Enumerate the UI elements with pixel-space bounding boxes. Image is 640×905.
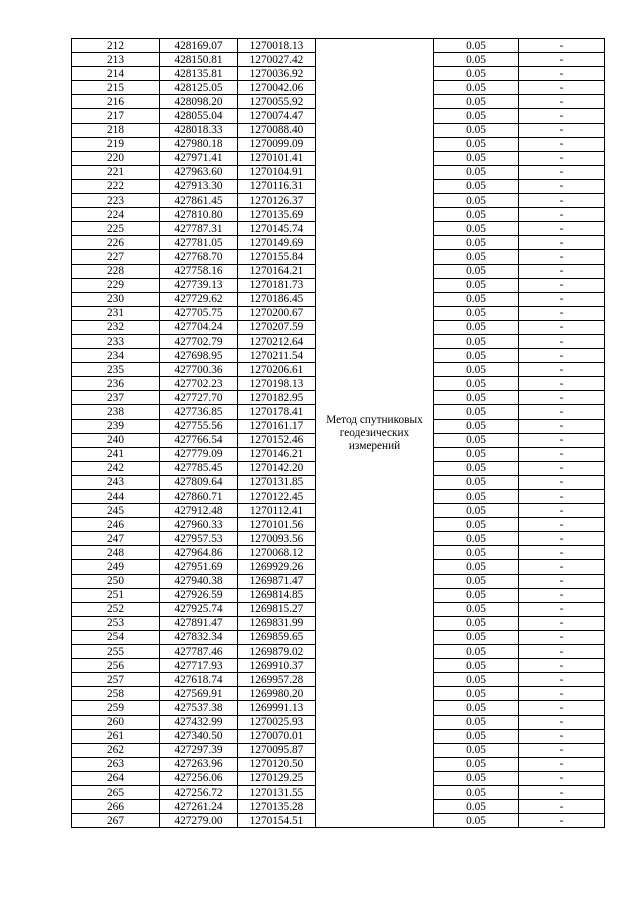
y-coordinate-cell: 1270088.40 <box>238 123 316 137</box>
y-coordinate-cell: 1270206.61 <box>238 363 316 377</box>
y-coordinate-cell: 1270055.92 <box>238 95 316 109</box>
x-coordinate-cell: 427766.54 <box>160 433 238 447</box>
point-number-cell: 226 <box>72 236 160 250</box>
note-cell: - <box>519 264 605 278</box>
point-number-cell: 221 <box>72 165 160 179</box>
x-coordinate-cell: 427256.72 <box>160 785 238 799</box>
point-number-cell: 224 <box>72 208 160 222</box>
y-coordinate-cell: 1270146.21 <box>238 447 316 461</box>
y-coordinate-cell: 1270149.69 <box>238 236 316 250</box>
y-coordinate-cell: 1269879.02 <box>238 645 316 659</box>
x-coordinate-cell: 428055.04 <box>160 109 238 123</box>
x-coordinate-cell: 427698.95 <box>160 349 238 363</box>
y-coordinate-cell: 1270036.92 <box>238 67 316 81</box>
accuracy-cell: 0.05 <box>434 602 519 616</box>
x-coordinate-cell: 427940.38 <box>160 574 238 588</box>
x-coordinate-cell: 427768.70 <box>160 250 238 264</box>
note-cell: - <box>519 800 605 814</box>
point-number-cell: 258 <box>72 687 160 701</box>
y-coordinate-cell: 1270018.13 <box>238 39 316 53</box>
y-coordinate-cell: 1270131.55 <box>238 785 316 799</box>
accuracy-cell: 0.05 <box>434 490 519 504</box>
note-cell: - <box>519 278 605 292</box>
note-cell: - <box>519 208 605 222</box>
y-coordinate-cell: 1270099.09 <box>238 137 316 151</box>
y-coordinate-cell: 1270104.91 <box>238 165 316 179</box>
y-coordinate-cell: 1269814.85 <box>238 588 316 602</box>
point-number-cell: 244 <box>72 490 160 504</box>
point-number-cell: 260 <box>72 715 160 729</box>
y-coordinate-cell: 1270142.20 <box>238 461 316 475</box>
y-coordinate-cell: 1270211.54 <box>238 349 316 363</box>
y-coordinate-cell: 1269910.37 <box>238 659 316 673</box>
y-coordinate-cell: 1269815.27 <box>238 602 316 616</box>
x-coordinate-cell: 427810.80 <box>160 208 238 222</box>
point-number-cell: 238 <box>72 405 160 419</box>
accuracy-cell: 0.05 <box>434 447 519 461</box>
accuracy-cell: 0.05 <box>434 123 519 137</box>
accuracy-cell: 0.05 <box>434 433 519 447</box>
point-number-cell: 264 <box>72 771 160 785</box>
x-coordinate-cell: 427702.79 <box>160 334 238 348</box>
x-coordinate-cell: 427860.71 <box>160 490 238 504</box>
point-number-cell: 266 <box>72 800 160 814</box>
point-number-cell: 215 <box>72 81 160 95</box>
x-coordinate-cell: 427963.60 <box>160 165 238 179</box>
note-cell: - <box>519 179 605 193</box>
point-number-cell: 255 <box>72 645 160 659</box>
accuracy-cell: 0.05 <box>434 151 519 165</box>
y-coordinate-cell: 1270154.51 <box>238 814 316 828</box>
note-cell: - <box>519 292 605 306</box>
x-coordinate-cell: 427256.06 <box>160 771 238 785</box>
point-number-cell: 261 <box>72 729 160 743</box>
x-coordinate-cell: 428125.05 <box>160 81 238 95</box>
point-number-cell: 265 <box>72 785 160 799</box>
point-number-cell: 249 <box>72 560 160 574</box>
y-coordinate-cell: 1270042.06 <box>238 81 316 95</box>
y-coordinate-cell: 1270129.25 <box>238 771 316 785</box>
x-coordinate-cell: 427891.47 <box>160 616 238 630</box>
x-coordinate-cell: 427809.64 <box>160 475 238 489</box>
accuracy-cell: 0.05 <box>434 278 519 292</box>
x-coordinate-cell: 427739.13 <box>160 278 238 292</box>
note-cell: - <box>519 532 605 546</box>
point-number-cell: 223 <box>72 194 160 208</box>
x-coordinate-cell: 427432.99 <box>160 715 238 729</box>
y-coordinate-cell: 1270135.69 <box>238 208 316 222</box>
accuracy-cell: 0.05 <box>434 800 519 814</box>
accuracy-cell: 0.05 <box>434 518 519 532</box>
x-coordinate-cell: 427263.96 <box>160 757 238 771</box>
point-number-cell: 267 <box>72 814 160 828</box>
y-coordinate-cell: 1270122.45 <box>238 490 316 504</box>
x-coordinate-cell: 427618.74 <box>160 673 238 687</box>
x-coordinate-cell: 427705.75 <box>160 306 238 320</box>
y-coordinate-cell: 1270145.74 <box>238 222 316 236</box>
point-number-cell: 227 <box>72 250 160 264</box>
accuracy-cell: 0.05 <box>434 53 519 67</box>
point-number-cell: 240 <box>72 433 160 447</box>
x-coordinate-cell: 427727.70 <box>160 391 238 405</box>
point-number-cell: 245 <box>72 504 160 518</box>
note-cell: - <box>519 715 605 729</box>
x-coordinate-cell: 427971.41 <box>160 151 238 165</box>
y-coordinate-cell: 1270093.56 <box>238 532 316 546</box>
y-coordinate-cell: 1270207.59 <box>238 320 316 334</box>
y-coordinate-cell: 1270068.12 <box>238 546 316 560</box>
note-cell: - <box>519 785 605 799</box>
point-number-cell: 247 <box>72 532 160 546</box>
x-coordinate-cell: 427736.85 <box>160 405 238 419</box>
accuracy-cell: 0.05 <box>434 236 519 250</box>
accuracy-cell: 0.05 <box>434 814 519 828</box>
accuracy-cell: 0.05 <box>434 461 519 475</box>
note-cell: - <box>519 433 605 447</box>
note-cell: - <box>519 137 605 151</box>
accuracy-cell: 0.05 <box>434 574 519 588</box>
point-number-cell: 231 <box>72 306 160 320</box>
y-coordinate-cell: 1270112.41 <box>238 504 316 518</box>
x-coordinate-cell: 427787.46 <box>160 645 238 659</box>
point-number-cell: 229 <box>72 278 160 292</box>
x-coordinate-cell: 427964.86 <box>160 546 238 560</box>
y-coordinate-cell: 1270101.56 <box>238 518 316 532</box>
y-coordinate-cell: 1270212.64 <box>238 334 316 348</box>
point-number-cell: 222 <box>72 179 160 193</box>
point-number-cell: 259 <box>72 701 160 715</box>
y-coordinate-cell: 1270101.41 <box>238 151 316 165</box>
point-number-cell: 235 <box>72 363 160 377</box>
accuracy-cell: 0.05 <box>434 39 519 53</box>
note-cell: - <box>519 673 605 687</box>
accuracy-cell: 0.05 <box>434 222 519 236</box>
point-number-cell: 217 <box>72 109 160 123</box>
x-coordinate-cell: 427781.05 <box>160 236 238 250</box>
y-coordinate-cell: 1270070.01 <box>238 729 316 743</box>
accuracy-cell: 0.05 <box>434 771 519 785</box>
x-coordinate-cell: 427702.23 <box>160 377 238 391</box>
accuracy-cell: 0.05 <box>434 377 519 391</box>
method-cell: Метод спутниковых геодезических измерений <box>316 39 434 828</box>
note-cell: - <box>519 165 605 179</box>
note-cell: - <box>519 701 605 715</box>
accuracy-cell: 0.05 <box>434 194 519 208</box>
point-number-cell: 246 <box>72 518 160 532</box>
note-cell: - <box>519 814 605 828</box>
note-cell: - <box>519 320 605 334</box>
point-number-cell: 239 <box>72 419 160 433</box>
note-cell: - <box>519 659 605 673</box>
note-cell: - <box>519 461 605 475</box>
point-number-cell: 218 <box>72 123 160 137</box>
y-coordinate-cell: 1270182.95 <box>238 391 316 405</box>
accuracy-cell: 0.05 <box>434 616 519 630</box>
point-number-cell: 250 <box>72 574 160 588</box>
accuracy-cell: 0.05 <box>434 250 519 264</box>
point-number-cell: 230 <box>72 292 160 306</box>
accuracy-cell: 0.05 <box>434 475 519 489</box>
note-cell: - <box>519 39 605 53</box>
point-number-cell: 216 <box>72 95 160 109</box>
y-coordinate-cell: 1269859.65 <box>238 630 316 644</box>
x-coordinate-cell: 428150.81 <box>160 53 238 67</box>
x-coordinate-cell: 428098.20 <box>160 95 238 109</box>
accuracy-cell: 0.05 <box>434 560 519 574</box>
accuracy-cell: 0.05 <box>434 687 519 701</box>
accuracy-cell: 0.05 <box>434 645 519 659</box>
x-coordinate-cell: 428169.07 <box>160 39 238 53</box>
y-coordinate-cell: 1270155.84 <box>238 250 316 264</box>
accuracy-cell: 0.05 <box>434 701 519 715</box>
note-cell: - <box>519 518 605 532</box>
y-coordinate-cell: 1270186.45 <box>238 292 316 306</box>
accuracy-cell: 0.05 <box>434 137 519 151</box>
accuracy-cell: 0.05 <box>434 405 519 419</box>
note-cell: - <box>519 729 605 743</box>
x-coordinate-cell: 428018.33 <box>160 123 238 137</box>
x-coordinate-cell: 427569.91 <box>160 687 238 701</box>
coordinates-table <box>71 38 605 828</box>
accuracy-cell: 0.05 <box>434 334 519 348</box>
y-coordinate-cell: 1269957.28 <box>238 673 316 687</box>
point-number-cell: 234 <box>72 349 160 363</box>
point-number-cell: 242 <box>72 461 160 475</box>
note-cell: - <box>519 53 605 67</box>
note-cell: - <box>519 236 605 250</box>
y-coordinate-cell: 1270200.67 <box>238 306 316 320</box>
y-coordinate-cell: 1270074.47 <box>238 109 316 123</box>
note-cell: - <box>519 574 605 588</box>
y-coordinate-cell: 1270198.13 <box>238 377 316 391</box>
accuracy-cell: 0.05 <box>434 109 519 123</box>
y-coordinate-cell: 1270116.31 <box>238 179 316 193</box>
point-number-cell: 243 <box>72 475 160 489</box>
note-cell: - <box>519 81 605 95</box>
note-cell: - <box>519 616 605 630</box>
x-coordinate-cell: 427755.56 <box>160 419 238 433</box>
x-coordinate-cell: 427279.00 <box>160 814 238 828</box>
x-coordinate-cell: 427787.31 <box>160 222 238 236</box>
x-coordinate-cell: 427926.59 <box>160 588 238 602</box>
point-number-cell: 212 <box>72 39 160 53</box>
x-coordinate-cell: 427340.50 <box>160 729 238 743</box>
y-coordinate-cell: 1270120.50 <box>238 757 316 771</box>
point-number-cell: 254 <box>72 630 160 644</box>
x-coordinate-cell: 428135.81 <box>160 67 238 81</box>
point-number-cell: 232 <box>72 320 160 334</box>
point-number-cell: 256 <box>72 659 160 673</box>
note-cell: - <box>519 405 605 419</box>
note-cell: - <box>519 588 605 602</box>
accuracy-cell: 0.05 <box>434 292 519 306</box>
x-coordinate-cell: 427704.24 <box>160 320 238 334</box>
note-cell: - <box>519 475 605 489</box>
note-cell: - <box>519 334 605 348</box>
point-number-cell: 219 <box>72 137 160 151</box>
accuracy-cell: 0.05 <box>434 785 519 799</box>
x-coordinate-cell: 427951.69 <box>160 560 238 574</box>
y-coordinate-cell: 1270164.21 <box>238 264 316 278</box>
y-coordinate-cell: 1269831.99 <box>238 616 316 630</box>
accuracy-cell: 0.05 <box>434 349 519 363</box>
x-coordinate-cell: 427925.74 <box>160 602 238 616</box>
note-cell: - <box>519 743 605 757</box>
x-coordinate-cell: 427960.33 <box>160 518 238 532</box>
y-coordinate-cell: 1269871.47 <box>238 574 316 588</box>
note-cell: - <box>519 151 605 165</box>
x-coordinate-cell: 427913.30 <box>160 179 238 193</box>
point-number-cell: 225 <box>72 222 160 236</box>
note-cell: - <box>519 363 605 377</box>
note-cell: - <box>519 95 605 109</box>
x-coordinate-cell: 427861.45 <box>160 194 238 208</box>
x-coordinate-cell: 427779.09 <box>160 447 238 461</box>
y-coordinate-cell: 1269929.26 <box>238 560 316 574</box>
note-cell: - <box>519 630 605 644</box>
y-coordinate-cell: 1270181.73 <box>238 278 316 292</box>
accuracy-cell: 0.05 <box>434 81 519 95</box>
accuracy-cell: 0.05 <box>434 630 519 644</box>
accuracy-cell: 0.05 <box>434 546 519 560</box>
point-number-cell: 233 <box>72 334 160 348</box>
accuracy-cell: 0.05 <box>434 179 519 193</box>
note-cell: - <box>519 377 605 391</box>
note-cell: - <box>519 687 605 701</box>
x-coordinate-cell: 427297.39 <box>160 743 238 757</box>
x-coordinate-cell: 427785.45 <box>160 461 238 475</box>
point-number-cell: 220 <box>72 151 160 165</box>
accuracy-cell: 0.05 <box>434 67 519 81</box>
accuracy-cell: 0.05 <box>434 165 519 179</box>
note-cell: - <box>519 222 605 236</box>
point-number-cell: 236 <box>72 377 160 391</box>
accuracy-cell: 0.05 <box>434 673 519 687</box>
y-coordinate-cell: 1270025.93 <box>238 715 316 729</box>
note-cell: - <box>519 757 605 771</box>
accuracy-cell: 0.05 <box>434 208 519 222</box>
x-coordinate-cell: 427717.93 <box>160 659 238 673</box>
x-coordinate-cell: 427980.18 <box>160 137 238 151</box>
point-number-cell: 262 <box>72 743 160 757</box>
note-cell: - <box>519 109 605 123</box>
accuracy-cell: 0.05 <box>434 320 519 334</box>
accuracy-cell: 0.05 <box>434 504 519 518</box>
x-coordinate-cell: 427729.62 <box>160 292 238 306</box>
point-number-cell: 253 <box>72 616 160 630</box>
accuracy-cell: 0.05 <box>434 715 519 729</box>
note-cell: - <box>519 504 605 518</box>
accuracy-cell: 0.05 <box>434 588 519 602</box>
note-cell: - <box>519 67 605 81</box>
point-number-cell: 228 <box>72 264 160 278</box>
note-cell: - <box>519 645 605 659</box>
note-cell: - <box>519 250 605 264</box>
note-cell: - <box>519 391 605 405</box>
x-coordinate-cell: 427261.24 <box>160 800 238 814</box>
x-coordinate-cell: 427700.36 <box>160 363 238 377</box>
y-coordinate-cell: 1270152.46 <box>238 433 316 447</box>
note-cell: - <box>519 560 605 574</box>
coordinates-table-body <box>72 39 605 828</box>
point-number-cell: 248 <box>72 546 160 560</box>
y-coordinate-cell: 1270095.87 <box>238 743 316 757</box>
note-cell: - <box>519 771 605 785</box>
note-cell: - <box>519 490 605 504</box>
x-coordinate-cell: 427912.48 <box>160 504 238 518</box>
note-cell: - <box>519 447 605 461</box>
y-coordinate-cell: 1269991.13 <box>238 701 316 715</box>
accuracy-cell: 0.05 <box>434 306 519 320</box>
accuracy-cell: 0.05 <box>434 391 519 405</box>
accuracy-cell: 0.05 <box>434 743 519 757</box>
note-cell: - <box>519 419 605 433</box>
accuracy-cell: 0.05 <box>434 659 519 673</box>
x-coordinate-cell: 427832.34 <box>160 630 238 644</box>
accuracy-cell: 0.05 <box>434 363 519 377</box>
note-cell: - <box>519 194 605 208</box>
y-coordinate-cell: 1270131.85 <box>238 475 316 489</box>
note-cell: - <box>519 349 605 363</box>
point-number-cell: 237 <box>72 391 160 405</box>
accuracy-cell: 0.05 <box>434 419 519 433</box>
x-coordinate-cell: 427957.53 <box>160 532 238 546</box>
y-coordinate-cell: 1270161.17 <box>238 419 316 433</box>
accuracy-cell: 0.05 <box>434 729 519 743</box>
note-cell: - <box>519 546 605 560</box>
y-coordinate-cell: 1270135.28 <box>238 800 316 814</box>
accuracy-cell: 0.05 <box>434 532 519 546</box>
note-cell: - <box>519 602 605 616</box>
y-coordinate-cell: 1270178.41 <box>238 405 316 419</box>
y-coordinate-cell: 1270027.42 <box>238 53 316 67</box>
accuracy-cell: 0.05 <box>434 264 519 278</box>
accuracy-cell: 0.05 <box>434 757 519 771</box>
accuracy-cell: 0.05 <box>434 95 519 109</box>
point-number-cell: 257 <box>72 673 160 687</box>
y-coordinate-cell: 1270126.37 <box>238 194 316 208</box>
point-number-cell: 213 <box>72 53 160 67</box>
note-cell: - <box>519 123 605 137</box>
x-coordinate-cell: 427537.38 <box>160 701 238 715</box>
table-row <box>72 39 605 53</box>
point-number-cell: 263 <box>72 757 160 771</box>
note-cell: - <box>519 306 605 320</box>
point-number-cell: 252 <box>72 602 160 616</box>
x-coordinate-cell: 427758.16 <box>160 264 238 278</box>
y-coordinate-cell: 1269980.20 <box>238 687 316 701</box>
point-number-cell: 214 <box>72 67 160 81</box>
point-number-cell: 251 <box>72 588 160 602</box>
point-number-cell: 241 <box>72 447 160 461</box>
